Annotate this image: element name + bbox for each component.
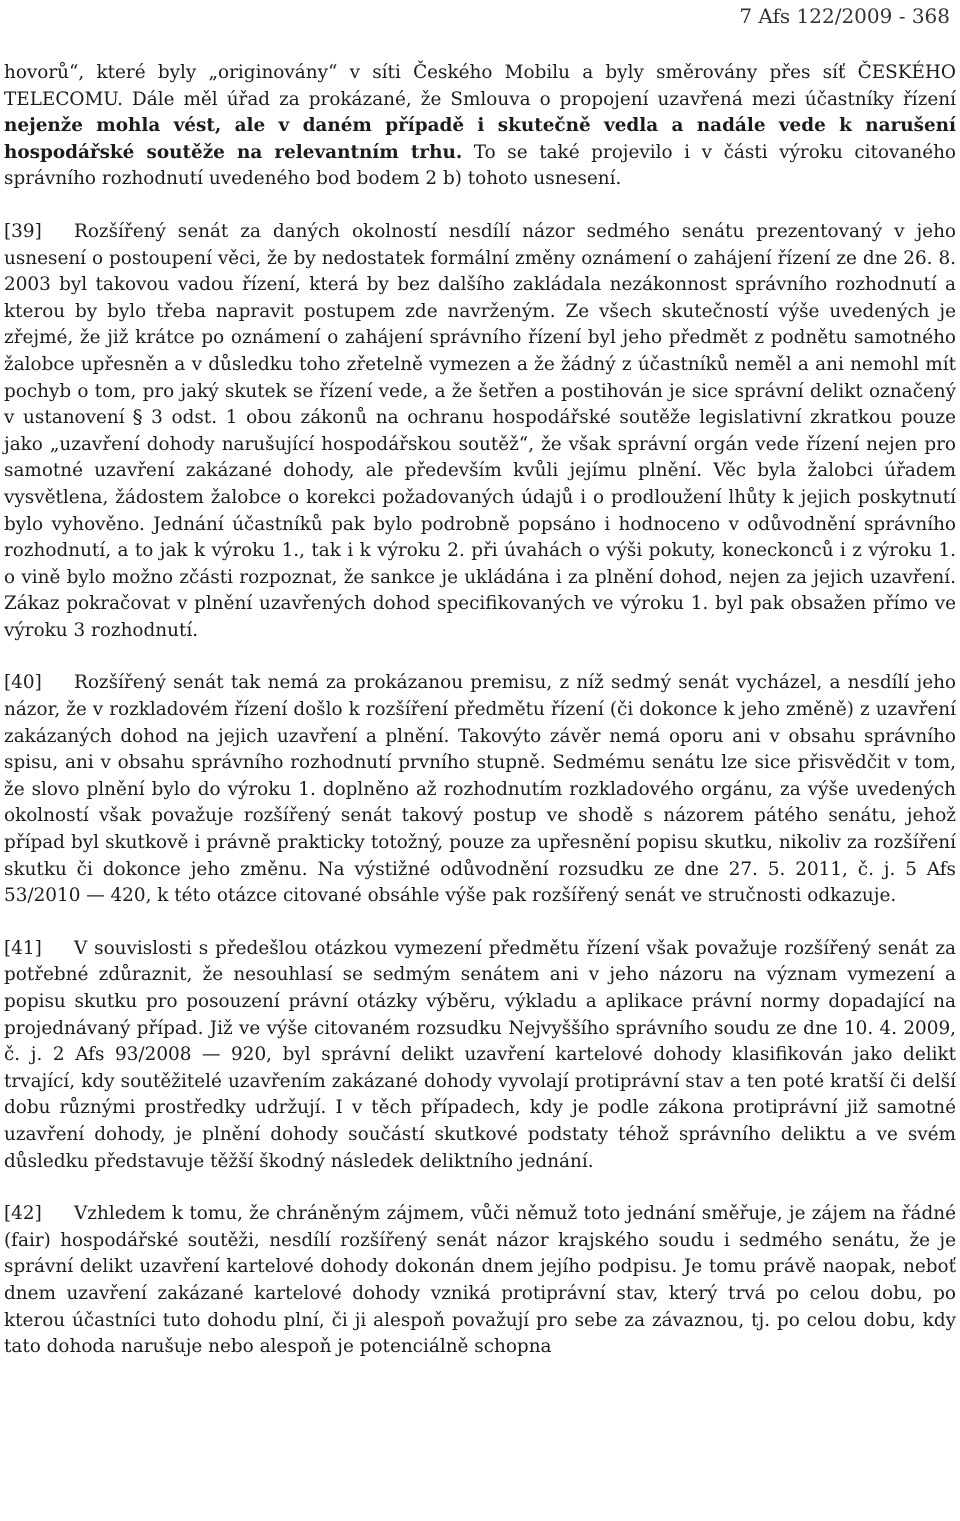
paragraph-39-text-end: 3 odst. 1 obou zákonů na ochranu hospodářské soutěže legislativní zkratkou pouze jako „uzavření dohody narušující hospodářskou soutěž“, že však správní orgán vede řízení nejen pro samotné uzavření zakázané dohody, ale především kvůli jejímu plnění. Věc byla žalobci úřadem vysvětlena, žádostem žalobce o korekci požadovaných údajů i o prodloužení lhůty k jejich poskytnutí bylo vyhověno. Jednání účastníků pak bylo podrobně popsáno i hodnoceno v odůvodnění správního rozhodnutí, a to jak k výroku 1., tak i k výroku 2. při úvahách o výši pokuty, koneckonců i z výroku 1. o vině bylo možno zčásti rozpoznat, že sankce je ukládána i za plnění dohod, nejen za jejich uzavření. Zákaz pokračovat v plnění uzavřených dohod specifikovaných ve výroku 1. byl pak obsažen přímo ve výroku 3 rozhodnutí. [4,407,956,641]
paragraph-41-text: V souvislosti s předešlou otázkou vymezení předmětu řízení však považuje rozšířený senát za potřebné zdůraznit, že nesouhlasí se sedmým senátem ani v jeho názoru na význam vymezení a popisu skutku pro posouzení právní otázky výběru, výkladu a aplikace právní normy dopadající na projednávaný případ. Již ve výše citovaném rozsudku Nejvyššího správního soudu ze dne 10. 4. 2009, č. j. 2 Afs 93/2008 — 920, byl správní delikt uzavření kartelové dohody klasifikován jako delikt trvající, kdy soutěžitelé uzavřením zakázané dohody vyvolají protiprávní stav a ten poté kratší či delší dobu různými prostředky udržují. I v těch případech, kdy je podle zákona protiprávní již samotné uzavření dohody, je plnění dohody součástí skutkové podstaty téhož správního deliktu a ve svém důsledku představuje těžší škodný následek deliktního jednání. [4,937,956,1172]
section-symbol: § [132,407,143,429]
paragraph-39 [4,219,956,645]
paragraph-42 [4,1201,956,1361]
paragraph-spacer [4,1175,956,1201]
paragraph-40-text: Rozšířený senát tak nemá za prokázanou premisu, z níž sedmý senát vycházel, a nesdílí jeho názor, že v rozkladovém řízení došlo k rozšíření předmětu řízení (či dokonce k jeho změně) z uzavření zakázaných dohod na jejich uzavření a plnění. Takovýto závěr nemá oporu ani v obsahu správního spisu, ani v obsahu správního rozhodnutí prvního stupně. Sedmému senátu lze sice přisvědčit v tom, že slovo plnění bylo do výroku 1. doplněno až rozhodnutím rozkladového orgánu, za výše uvedených okolností však považuje rozšířený senát takový postup ve shodě s názorem pátého senátu, jehož případ byl skutkově i právně prakticky totožný, pouze za upřesnění popisu skutku, nikoliv za rozšíření skutku či dokonce jeho změnu. Na výstižné odůvodnění rozsudku ze dne 27. 5. 2011, č. j. 5 Afs 53/2010 — 420, k této otázce citované obsáhle výše pak rozšířený senát ve stručnosti odkazuje. [4,672,956,907]
paragraph-42-text: Vzhledem k tomu, že chráněným zájmem, vůči němuž toto jednání směřuje, je zájem na řádné (fair) hospodářské soutěži, nesdílí rozšířený senát názor krajského soudu i sedmého senátu, že je správní delikt uzavření kartelové dohody dokonán dnem jejího podpisu. Je tomu právě naopak, neboť dnem uzavření zakázané kartelové dohody vzniká protiprávní stav, který trvá po celou dobu, po kterou účastníci tuto dohodu plní, či ji alespoň považují pro sebe za závaznou, tj. po celou dobu, kdy tato dohoda narušuje nebo alespoň je potenciálně schopna [4,1203,956,1358]
paragraph-41 [4,936,956,1175]
paragraph-intro [4,60,956,193]
paragraph-39-text-start: Rozšířený senát za daných okolností nesdílí názor sedmého senátu prezentovaný v jeho usnesení o postoupení věci, že by nedostatek formální změny oznámení o zahájení řízení ze dne 26. 8. 2003 byl takovou vadou řízení, která by bez dalšího zakládala nezákonnost správního rozhodnutí a kterou by bylo třeba napravit postupem zde navrženým. Ze všech skutečností výše uvedených je zřejmé, že již krátce po oznámení o zahájení správního řízení byl jeho předmět z podnětu samotného žalobce upřesněn a v důsledku toho zřetelně vymezen a že žádný z účastníků neměl a ani nemohl mít pochyb o tom, pro jaký skutek se řízení vede, a že šetřen a postihován je sice správní delikt označený v ustanovení [4,220,956,429]
paragraph-intro-bold-text: nejenže mohla vést, ale v daném případě i skutečně vedla a nadále vede k narušení hospodářské soutěže na relevantním trhu. [4,115,956,163]
paragraph-intro-text-end: To se také projevilo i v části výroku citovaného správního rozhodnutí uvedeného bod bodem 2 b) tohoto usnesení. [4,141,957,190]
paragraph-spacer [4,910,956,936]
paragraph-number-42: [42] [4,1203,42,1225]
paragraph-spacer [4,644,956,670]
paragraph-number-40: [40] [4,672,42,694]
paragraph-spacer [4,193,956,219]
paragraph-40 [4,670,956,909]
paragraph-number-41: [41] [4,937,42,959]
paragraph-intro-text-start: hovorů“, které byly „originovány“ v síti Českého Mobilu a byly směrovány přes síť ČESKÉHO TELECOMU. Dále měl úřad za prokázané, že Smlouva o propojení uzavřená mezi účastníky řízení [4,62,956,110]
paragraph-number-39: [39] [4,220,42,242]
page-header-case-reference: 7 Afs 122/2009 - 368 [739,4,950,28]
document-body [4,60,956,1361]
